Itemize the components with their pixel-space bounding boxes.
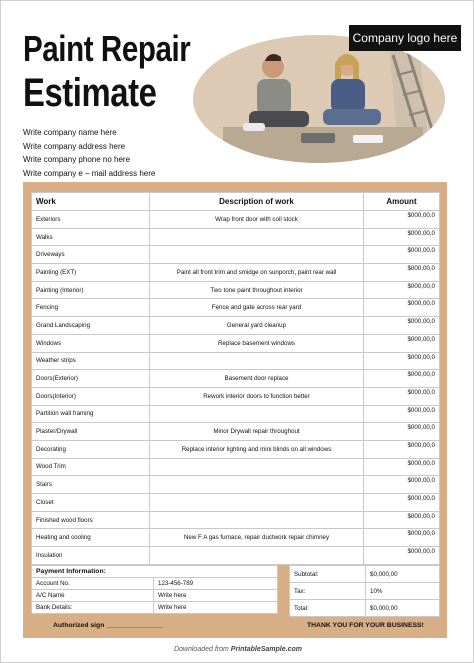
description-cell[interactable] bbox=[150, 476, 364, 494]
company-address: Write company address here bbox=[23, 141, 126, 151]
table-row bbox=[32, 228, 440, 246]
description-cell[interactable]: General yard cleanup bbox=[150, 317, 364, 335]
table-row bbox=[32, 476, 440, 494]
footer-site-link[interactable]: PrintableSample.com bbox=[230, 646, 302, 653]
work-cell: Fencing bbox=[32, 299, 150, 317]
summary-label: Tax: bbox=[290, 583, 366, 600]
work-cell: Finished wood floors bbox=[32, 511, 150, 529]
table-row bbox=[32, 405, 440, 423]
amount-cell[interactable]: $000,00,0 bbox=[364, 423, 440, 441]
table-row bbox=[32, 317, 440, 335]
amount-cell[interactable]: $000,00,0 bbox=[364, 440, 440, 458]
amount-cell[interactable]: $000,00,0 bbox=[364, 211, 440, 229]
payment-label: Bank Details: bbox=[32, 602, 154, 614]
amount-cell[interactable]: $000,00,0 bbox=[364, 246, 440, 264]
payment-heading-row bbox=[32, 566, 278, 578]
work-cell: Painting (EXT) bbox=[32, 264, 150, 282]
description-cell[interactable]: Rework interior doors to function better bbox=[150, 387, 364, 405]
summary-value[interactable]: $0,000,00 bbox=[366, 600, 440, 617]
payment-row bbox=[32, 590, 278, 602]
amount-cell[interactable]: $000,00,0 bbox=[364, 476, 440, 494]
work-cell: Doors(Exterior) bbox=[32, 370, 150, 388]
title-line-2: Estimate bbox=[23, 71, 157, 115]
estimate-table bbox=[31, 192, 440, 565]
work-cell: Exteriors bbox=[32, 211, 150, 229]
work-cell: Walks bbox=[32, 228, 150, 246]
amount-cell[interactable]: $000,00,0 bbox=[364, 299, 440, 317]
amount-cell[interactable]: $000,00,0 bbox=[364, 529, 440, 547]
payment-label: Account No. bbox=[32, 578, 154, 590]
company-email: Write company e – mail address here bbox=[23, 168, 156, 178]
table-row bbox=[32, 264, 440, 282]
amount-cell[interactable]: $000,00,0 bbox=[364, 228, 440, 246]
work-cell: Doors(Interior) bbox=[32, 387, 150, 405]
work-cell: Windows bbox=[32, 334, 150, 352]
footer-prefix: Downloaded from bbox=[173, 646, 231, 653]
amount-cell[interactable]: $000,00,0 bbox=[364, 334, 440, 352]
description-cell[interactable]: Basement door replace bbox=[150, 370, 364, 388]
amount-cell[interactable]: $000,00,0 bbox=[364, 547, 440, 565]
table-row bbox=[32, 246, 440, 264]
work-cell: Partition wall framing bbox=[32, 405, 150, 423]
company-info bbox=[23, 126, 155, 180]
description-cell[interactable]: Fence and gate across rear yard bbox=[150, 299, 364, 317]
table-row bbox=[32, 458, 440, 476]
work-cell: Insulation bbox=[32, 547, 150, 565]
company-name: Write company name here bbox=[23, 128, 117, 137]
payment-value[interactable]: Write here bbox=[154, 602, 278, 614]
painters-photo-illustration bbox=[193, 35, 445, 163]
work-cell: Plaster/Drywall bbox=[32, 423, 150, 441]
amount-cell[interactable]: $000,00,0 bbox=[364, 352, 440, 370]
amount-cell[interactable]: $000,00,0 bbox=[364, 264, 440, 282]
table-row bbox=[32, 494, 440, 512]
work-cell: Wood Trim bbox=[32, 458, 150, 476]
summary-label: Subtotal: bbox=[290, 566, 366, 583]
amount-cell[interactable]: $000,00,0 bbox=[364, 494, 440, 512]
payment-value[interactable]: Write here bbox=[154, 590, 278, 602]
work-cell: Stairs bbox=[32, 476, 150, 494]
table-row bbox=[32, 211, 440, 229]
description-cell[interactable] bbox=[150, 458, 364, 476]
summary-row bbox=[290, 600, 440, 617]
summary-value[interactable]: 10% bbox=[366, 583, 440, 600]
painters-photo bbox=[193, 35, 445, 163]
amount-cell[interactable]: $000,00,0 bbox=[364, 405, 440, 423]
work-cell: Weather strips bbox=[32, 352, 150, 370]
description-cell[interactable]: New F A gas furnace, repair ductwork repair chimney bbox=[150, 529, 364, 547]
header-description: Description of work bbox=[150, 193, 364, 211]
description-cell[interactable]: Wrap front door with coil stock bbox=[150, 211, 364, 229]
company-logo-placeholder: Company logo here bbox=[349, 25, 461, 51]
work-cell: Decorating bbox=[32, 440, 150, 458]
table-row bbox=[32, 281, 440, 299]
description-cell[interactable]: Paint all front trim and smidge on sunporch, paint rear wall bbox=[150, 264, 364, 282]
payment-row bbox=[32, 602, 278, 614]
work-cell: Heating and cooling bbox=[32, 529, 150, 547]
description-cell[interactable] bbox=[150, 405, 364, 423]
amount-cell[interactable]: $000,00,0 bbox=[364, 458, 440, 476]
description-cell[interactable] bbox=[150, 494, 364, 512]
description-cell[interactable] bbox=[150, 246, 364, 264]
authorized-sign: Authorized sign _______________ bbox=[53, 622, 163, 629]
table-row bbox=[32, 440, 440, 458]
summary-value[interactable]: $0,000,00 bbox=[366, 566, 440, 583]
work-cell: Grand Landscaping bbox=[32, 317, 150, 335]
table-row bbox=[32, 299, 440, 317]
payment-info-table bbox=[31, 565, 278, 614]
payment-value[interactable]: 123-456-789 bbox=[154, 578, 278, 590]
summary-label: Total: bbox=[290, 600, 366, 617]
table-row bbox=[32, 387, 440, 405]
description-cell[interactable] bbox=[150, 547, 364, 565]
table-row bbox=[32, 547, 440, 565]
download-footer bbox=[1, 646, 474, 653]
description-cell[interactable] bbox=[150, 352, 364, 370]
amount-cell[interactable]: $000,00,0 bbox=[364, 317, 440, 335]
table-row bbox=[32, 370, 440, 388]
table-row bbox=[32, 511, 440, 529]
page-title bbox=[23, 28, 191, 115]
table-row bbox=[32, 352, 440, 370]
header-amount: Amount bbox=[364, 193, 440, 211]
work-cell: Driveways bbox=[32, 246, 150, 264]
estimate-body bbox=[32, 211, 440, 565]
table-row bbox=[32, 529, 440, 547]
description-cell[interactable] bbox=[150, 511, 364, 529]
work-cell: Painting (Interior) bbox=[32, 281, 150, 299]
description-cell[interactable]: Two tone paint throughout interior bbox=[150, 281, 364, 299]
summary-table bbox=[289, 565, 440, 617]
amount-cell[interactable]: $000,00,0 bbox=[364, 281, 440, 299]
work-cell: Closet bbox=[32, 494, 150, 512]
thank-you-note: THANK YOU FOR YOUR BUSINESS! bbox=[307, 622, 424, 629]
description-cell[interactable] bbox=[150, 228, 364, 246]
amount-cell[interactable]: $000,00,0 bbox=[364, 387, 440, 405]
description-cell[interactable]: Replace interior lighting and mini blinds on all windows bbox=[150, 440, 364, 458]
header-work: Work bbox=[32, 193, 150, 211]
table-row bbox=[32, 423, 440, 441]
amount-cell[interactable]: $000,00,0 bbox=[364, 370, 440, 388]
description-cell[interactable]: Replace basement windows bbox=[150, 334, 364, 352]
payment-label: A/C Name bbox=[32, 590, 154, 602]
company-phone: Write company phone no here bbox=[23, 155, 131, 164]
title-line-1: Paint Repair bbox=[23, 28, 191, 69]
summary-row bbox=[290, 583, 440, 600]
estimate-header-row bbox=[32, 193, 440, 211]
description-cell[interactable]: Minor Drywall repair throughout bbox=[150, 423, 364, 441]
amount-cell[interactable]: $000,00,0 bbox=[364, 511, 440, 529]
payment-heading: Payment Information: bbox=[32, 566, 278, 578]
summary-row bbox=[290, 566, 440, 583]
table-row bbox=[32, 334, 440, 352]
payment-row bbox=[32, 578, 278, 590]
